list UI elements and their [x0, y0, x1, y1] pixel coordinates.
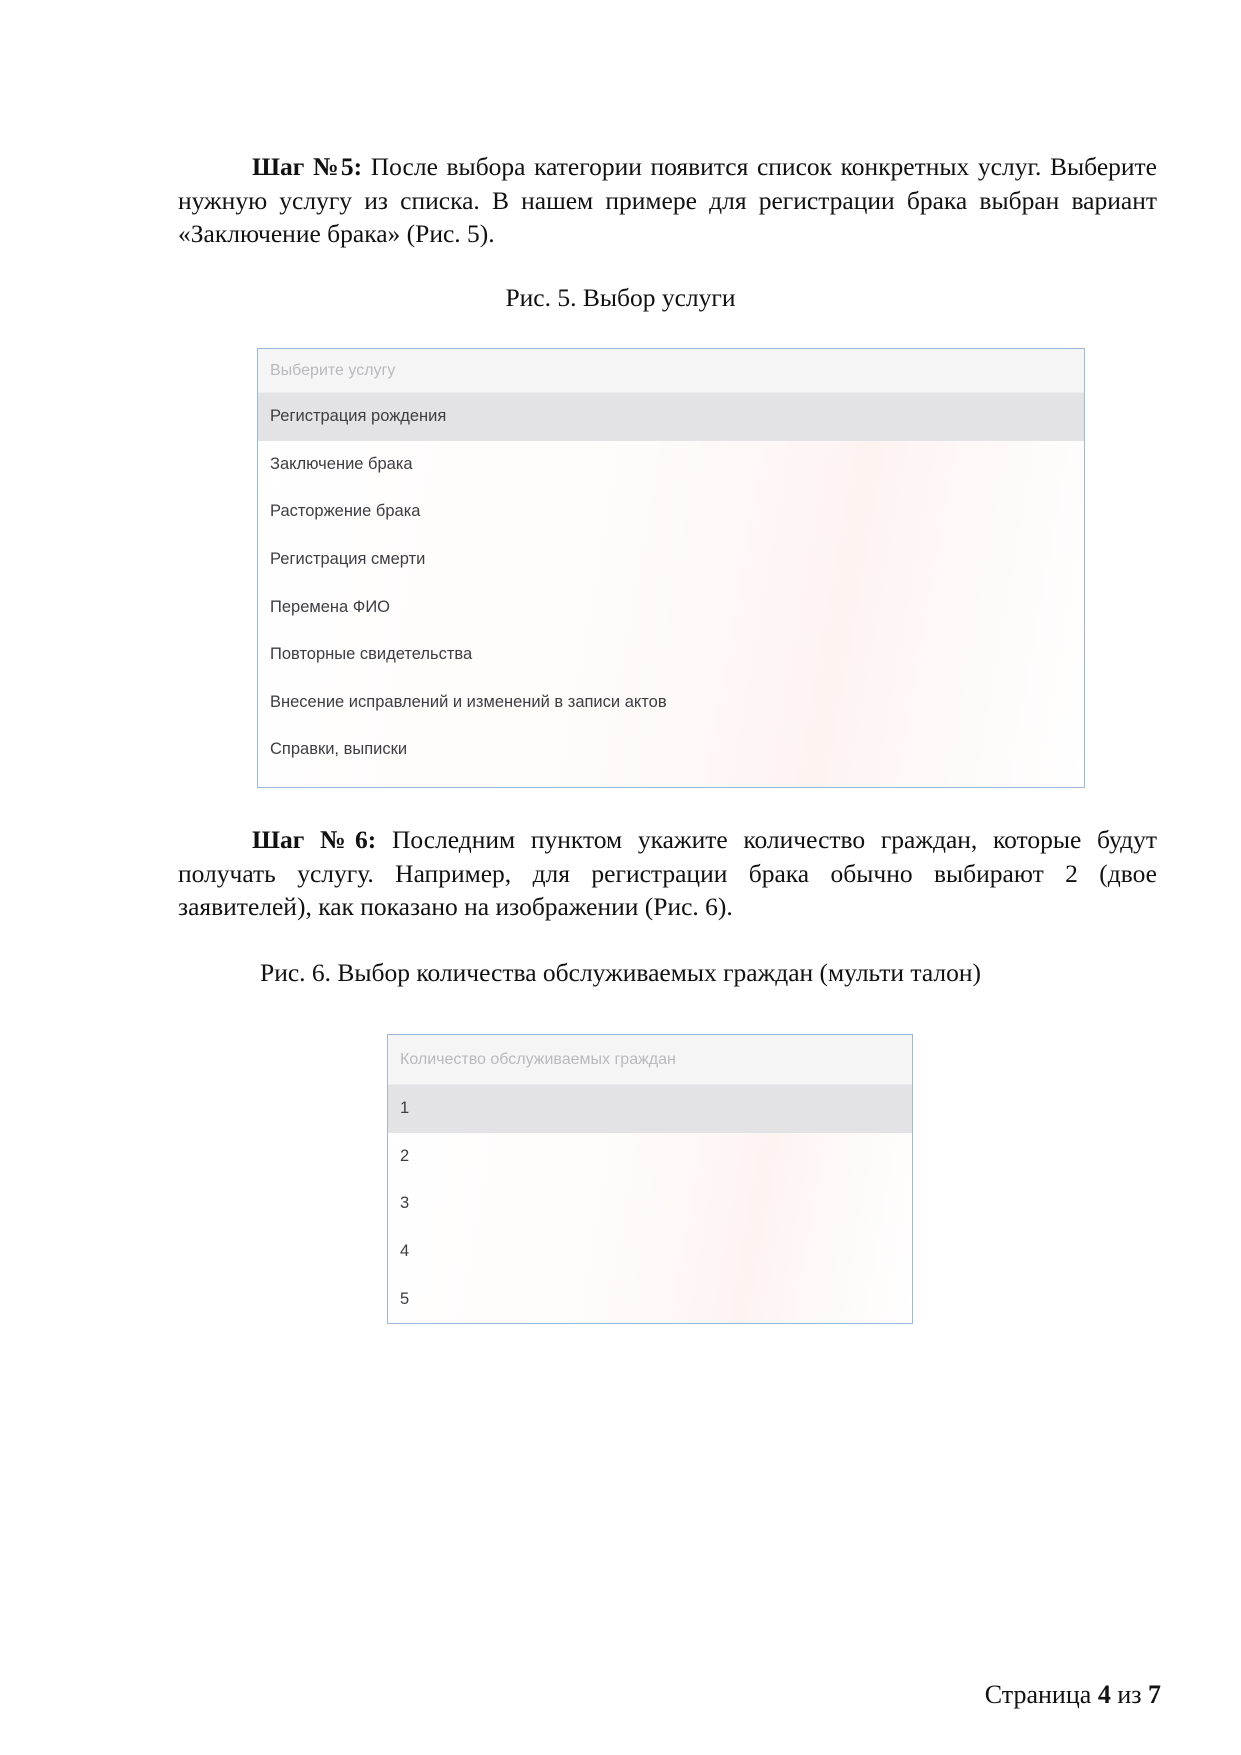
service-option[interactable]: Перемена ФИО	[270, 597, 391, 616]
total-pages: 7	[1148, 1680, 1161, 1709]
service-option[interactable]: Повторные свидетельства	[270, 645, 473, 664]
citizens-count-option[interactable]: 5	[400, 1289, 410, 1308]
step5-text: После выбора категории появится список конкретных услуг. Выберите нужную услугу из списка. В нашем примере для регистрации брака выбран вариант «Заключение брака» (Рис. 5).	[178, 152, 1157, 248]
fig6-caption: Рис. 6. Выбор количества обслуживаемых граждан (мульти талон)	[260, 958, 981, 987]
citizens-count-dropdown-header: Количество обслуживаемых граждан	[388, 1035, 912, 1085]
citizens-count-dropdown-screenshot	[387, 1034, 913, 1324]
service-option[interactable]: Регистрация рождения	[258, 393, 1084, 441]
service-option[interactable]: Регистрация смерти	[270, 550, 426, 569]
citizens-count-option[interactable]: 4	[400, 1242, 410, 1261]
step5-paragraph	[178, 150, 1157, 251]
citizens-count-option[interactable]: 3	[400, 1194, 410, 1213]
service-dropdown-screenshot	[257, 348, 1085, 788]
step6-text: Последним пунктом укажите количество граждан, которые будут получать услугу. Например, для регистрации брака обычно выбирают 2 (двое заявителей), как показано на изображении (Рис. 6).	[178, 825, 1158, 921]
fig5-caption: Рис. 5. Выбор услуги	[505, 283, 736, 312]
citizens-count-option[interactable]: 2	[400, 1146, 410, 1165]
service-option[interactable]: Справки, выписки	[270, 740, 408, 759]
step5-label: Шаг №5:	[252, 152, 363, 181]
service-option[interactable]: Заключение брака	[270, 454, 413, 473]
citizens-count-option[interactable]: 1	[388, 1085, 912, 1133]
service-option[interactable]: Внесение исправлений и изменений в записи актов	[270, 692, 667, 711]
step6-label: Шаг №6:	[252, 825, 377, 854]
step6-paragraph	[178, 823, 1157, 924]
page-number: Страница 4 из 7	[984, 1680, 1161, 1709]
service-option[interactable]: Расторжение брака	[270, 502, 421, 521]
service-dropdown-header: Выберите услугу	[258, 349, 1084, 393]
current-page: 4	[1097, 1680, 1111, 1709]
